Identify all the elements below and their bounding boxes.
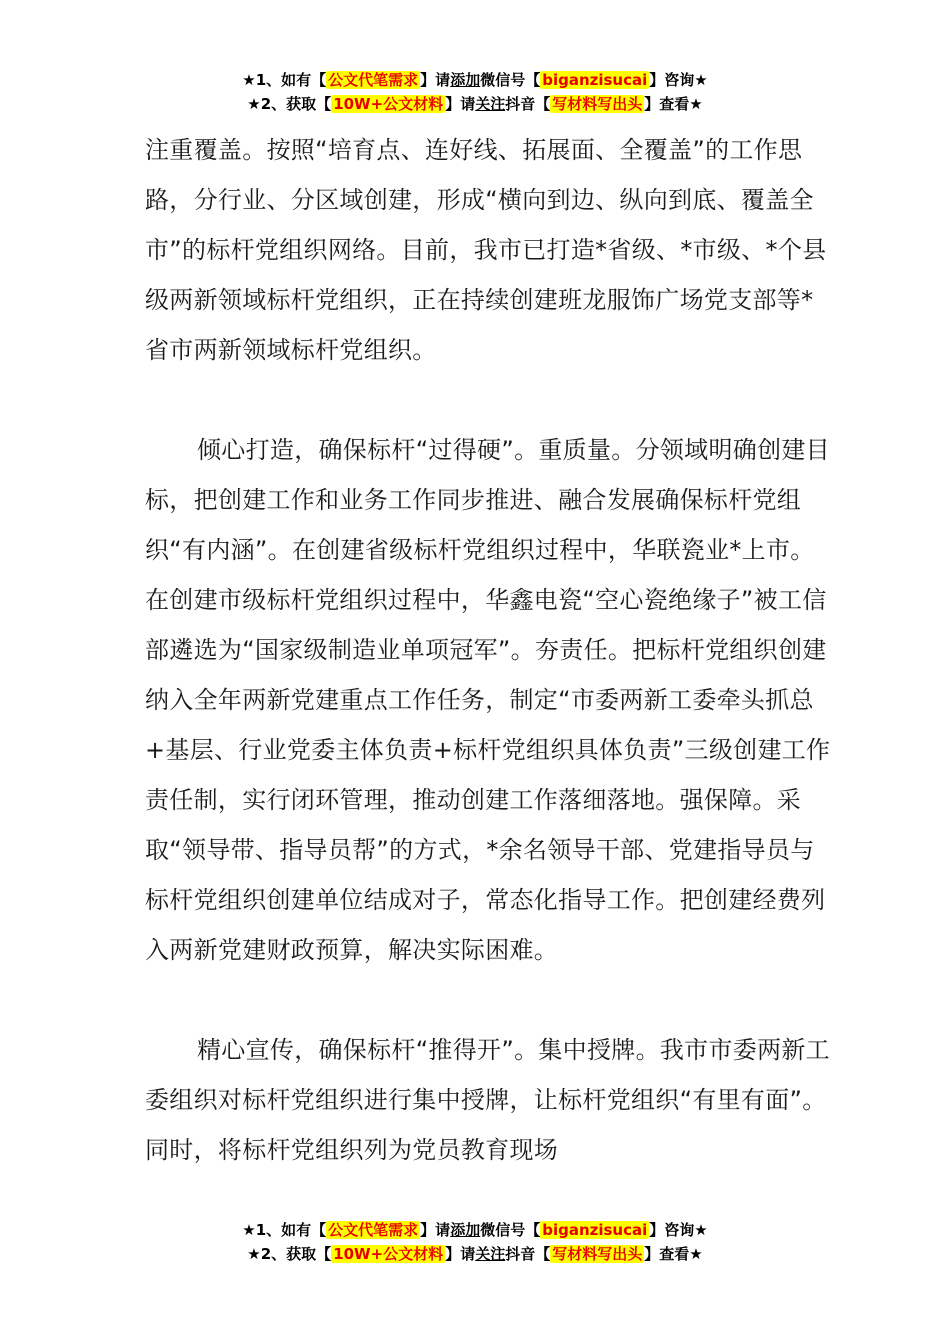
paragraph-spacer — [145, 975, 835, 1025]
banner-text: 】查看★ — [644, 95, 703, 113]
banner-highlight: 写材料写出头 — [552, 95, 643, 113]
banner-text: ★2、获取【 — [247, 95, 332, 113]
bottom-banner-line-2 — [0, 1242, 950, 1266]
banner-text: ★1、如有【 — [242, 71, 327, 89]
banner-text: 】请 — [420, 71, 451, 89]
banner-highlight: biganzisucai — [542, 71, 648, 89]
banner-underlined-text: 关注 — [475, 95, 506, 113]
document-body — [145, 125, 835, 1175]
banner-highlight: 10W+公文材料 — [333, 1245, 444, 1263]
paragraph-spacer — [145, 375, 835, 425]
banner-text: 】请 — [445, 95, 476, 113]
banner-highlight: 写材料写出头 — [552, 1245, 643, 1263]
banner-underlined-text: 关注 — [475, 1245, 506, 1263]
banner-underlined-text: 添加 — [450, 1221, 481, 1239]
banner-highlight: biganzisucai — [542, 1221, 648, 1239]
banner-text: ★1、如有【 — [242, 1221, 327, 1239]
banner-highlight: 10W+公文材料 — [333, 95, 444, 113]
bottom-banner-line-1 — [0, 1218, 950, 1242]
banner-highlight: 公文代笔需求 — [328, 1221, 419, 1239]
top-banner-line-2 — [0, 92, 950, 116]
banner-text: 】咨询★ — [649, 1221, 708, 1239]
banner-highlight: 公文代笔需求 — [328, 71, 419, 89]
banner-text: ★2、获取【 — [247, 1245, 332, 1263]
paragraph-build: 倾心打造，确保标杆“过得硬”。重质量。分领域明确创建目标，把创建工作和业务工作同步推进、融合发展确保标杆党组织“有内涵”。在创建省级标杆党组织过程中，华联瓷业*上市。在创建市级标杆党组织过程中，华鑫电瓷“空心瓷绝缘子”被工信部遴选为“国家级制造业单项冠军”。夯责任。把标杆党组织创建纳入全年两新党建重点工作任务，制定“市委两新工委牵头抓总+基层、行业党委主体负责+标杆党组织具体负责”三级创建工作责任制，实行闭环管理，推动创建工作落细落地。强保障。采取“领导带、指导员帮”的方式，*余名领导干部、党建指导员与标杆党组织创建单位结成对子，常态化指导工作。把创建经费列入两新党建财政预算，解决实际困难。 — [145, 436, 831, 964]
banner-text: 】请 — [445, 1245, 476, 1263]
banner-text: 】请 — [420, 1221, 451, 1239]
bottom-banner — [0, 1218, 950, 1266]
banner-text: 微信号【 — [480, 1221, 541, 1239]
paragraph-promote: 精心宣传，确保标杆“推得开”。集中授牌。我市市委两新工委组织对标杆党组织进行集中授牌，让标杆党组织“有里有面”。同时，将标杆党组织列为党员教育现场 — [145, 1036, 830, 1164]
paragraph-coverage: 注重覆盖。按照“培育点、连好线、拓展面、全覆盖”的工作思路，分行业、分区域创建，形成“横向到边、纵向到底、覆盖全市”的标杆党组织网络。目前，我市已打造*省级、*市级、*个县级两新领域标杆党组织，正在持续创建班龙服饰广场党支部等*省市两新领域标杆党组织。 — [145, 136, 827, 364]
top-banner — [0, 68, 950, 116]
top-banner-line-1 — [0, 68, 950, 92]
banner-text: 】查看★ — [644, 1245, 703, 1263]
banner-underlined-text: 添加 — [450, 71, 481, 89]
banner-text: 抖音【 — [505, 1245, 551, 1263]
banner-text: 抖音【 — [505, 95, 551, 113]
banner-text: 】咨询★ — [649, 71, 708, 89]
banner-text: 微信号【 — [480, 71, 541, 89]
